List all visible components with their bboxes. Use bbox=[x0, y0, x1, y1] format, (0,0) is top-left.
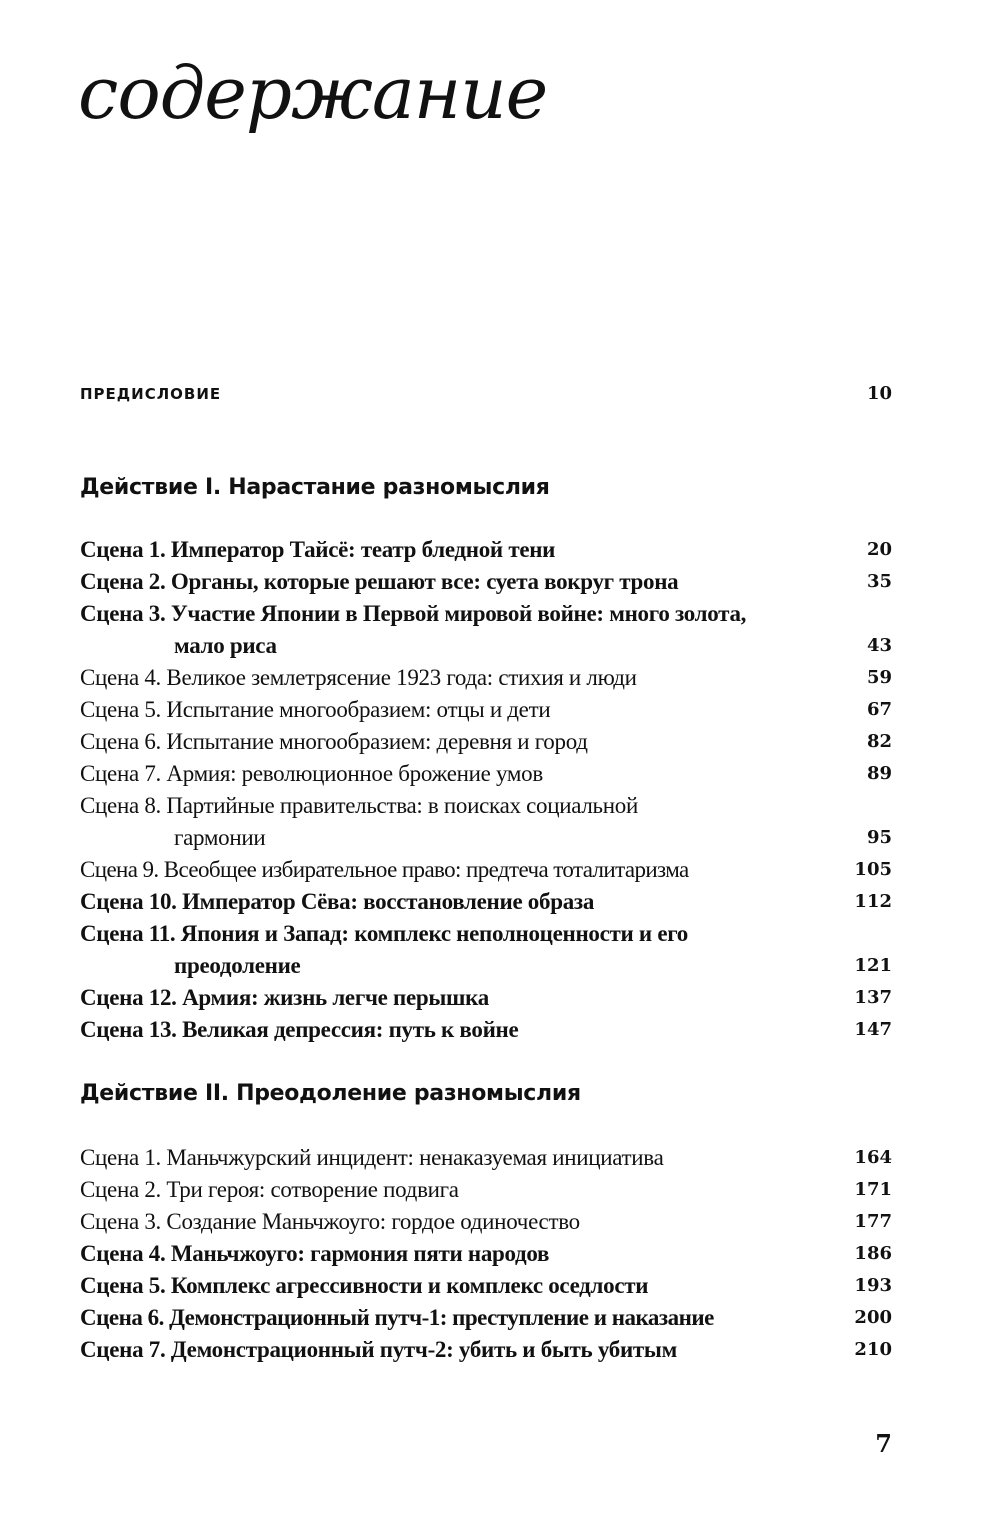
toc-entry-title: Сцена 7. Демонстрационный путч-2: убить и быть убитым bbox=[80, 1337, 677, 1362]
toc-entry-page: 121 bbox=[854, 955, 892, 976]
toc-entry bbox=[80, 534, 892, 566]
toc-entry bbox=[80, 1270, 892, 1302]
toc-entry-line: Сцена 8. Партийные правительства: в поисках социальной bbox=[80, 793, 638, 818]
toc-entry-title: Сцена 13. Великая депрессия: путь к войне bbox=[80, 1017, 519, 1042]
toc-entry bbox=[80, 662, 892, 694]
toc-entry-page: 105 bbox=[854, 859, 892, 880]
toc-entry-title bbox=[80, 598, 746, 662]
toc-entry-title: Сцена 12. Армия: жизнь легче перышка bbox=[80, 985, 489, 1010]
toc-entry-page: 20 bbox=[866, 539, 892, 560]
toc-entry bbox=[80, 1302, 892, 1334]
toc-entry-line: Сцена 3. Участие Японии в Первой мировой войне: много золота, bbox=[80, 601, 747, 626]
toc-entry-page: 67 bbox=[866, 699, 892, 720]
toc-entry bbox=[80, 1014, 892, 1046]
toc-entry-page: 137 bbox=[854, 987, 892, 1008]
toc-entry-title: Сцена 1. Император Тайсё: театр бледной тени bbox=[80, 537, 556, 562]
toc-entry-page: 200 bbox=[854, 1307, 892, 1328]
toc-entry-title: Сцена 6. Демонстрационный путч-1: преступление и наказание bbox=[80, 1305, 714, 1330]
act-heading: Действие II. Преодоление разномыслия bbox=[80, 1081, 581, 1106]
toc-entry-title: Сцена 2. Органы, которые решают все: суета вокруг трона bbox=[80, 569, 679, 594]
toc-entry-page: 147 bbox=[854, 1019, 892, 1040]
toc-entry-title: Сцена 5. Испытание многообразием: отцы и дети bbox=[80, 697, 551, 722]
toc-entry bbox=[80, 1206, 892, 1238]
toc-entry-page: 89 bbox=[866, 763, 892, 784]
toc-entry-page: 82 bbox=[866, 731, 892, 752]
toc-entry-title: Сцена 4. Великое землетрясение 1923 года: стихия и люди bbox=[80, 665, 637, 690]
toc-entry-page: 177 bbox=[854, 1211, 892, 1232]
toc-entry-page: 59 bbox=[866, 667, 892, 688]
toc-entry-page: 43 bbox=[866, 635, 892, 656]
toc-entry bbox=[80, 1238, 892, 1270]
toc-entry-continuation: преодоление bbox=[174, 953, 301, 978]
toc-entry-continuation: мало риса bbox=[174, 633, 277, 658]
page-title: содержание bbox=[78, 51, 548, 135]
toc-entry-page: 10 bbox=[866, 383, 892, 404]
toc-entry bbox=[80, 758, 892, 790]
toc-entry-title bbox=[80, 918, 688, 982]
toc-entry-page: 210 bbox=[854, 1339, 892, 1360]
toc-entry-page: 171 bbox=[854, 1179, 892, 1200]
toc-entry-title: Сцена 7. Армия: революционное брожение умов bbox=[80, 761, 543, 786]
toc-entry bbox=[80, 854, 892, 886]
toc-entry-page: 95 bbox=[866, 827, 892, 848]
toc-entry bbox=[80, 790, 892, 854]
toc-entry bbox=[80, 694, 892, 726]
toc-entry bbox=[80, 886, 892, 918]
toc-entry-page: 186 bbox=[854, 1243, 892, 1264]
toc-entry-title: Сцена 1. Маньчжурский инцидент: ненаказуемая инициатива bbox=[80, 1145, 664, 1170]
toc-entry-title: ПРЕДИСЛОВИЕ bbox=[80, 385, 222, 403]
toc-entry-title: Сцена 6. Испытание многообразием: деревня и город bbox=[80, 729, 588, 754]
act-heading: Действие I. Нарастание разномыслия bbox=[80, 475, 550, 500]
toc-entry bbox=[80, 566, 892, 598]
toc-entry bbox=[80, 982, 892, 1014]
toc-entry bbox=[80, 918, 892, 982]
toc-entry bbox=[80, 1142, 892, 1174]
toc-entry-title: Сцена 4. Маньчжоуго: гармония пяти народов bbox=[80, 1241, 550, 1266]
toc-entry-title bbox=[80, 790, 638, 854]
toc-entry-page: 164 bbox=[854, 1147, 892, 1168]
page-number: 7 bbox=[875, 1429, 892, 1458]
toc-entry-page: 35 bbox=[866, 571, 892, 592]
toc-entry-preface bbox=[80, 378, 892, 410]
toc-entry-page: 193 bbox=[854, 1275, 892, 1296]
toc-entry-page: 112 bbox=[854, 891, 892, 912]
toc-entry bbox=[80, 598, 892, 662]
toc-entry bbox=[80, 1174, 892, 1206]
toc-entry bbox=[80, 1334, 892, 1366]
toc-entry-title: Сцена 5. Комплекс агрессивности и комплекс оседлости bbox=[80, 1273, 649, 1298]
toc-entry-line: Сцена 11. Япония и Запад: комплекс неполноценности и его bbox=[80, 921, 688, 946]
toc-entry bbox=[80, 726, 892, 758]
toc-entry-title: Сцена 10. Император Сёва: восстановление образа bbox=[80, 889, 595, 914]
toc-entry-title: Сцена 3. Создание Маньчжоуго: гордое одиночество bbox=[80, 1209, 580, 1234]
toc-entry-title: Сцена 2. Три героя: сотворение подвига bbox=[80, 1177, 459, 1202]
toc-entry-continuation: гармонии bbox=[174, 825, 266, 850]
toc-entry-title: Сцена 9. Всеобщее избирательное право: предтеча тоталитаризма bbox=[80, 857, 689, 882]
